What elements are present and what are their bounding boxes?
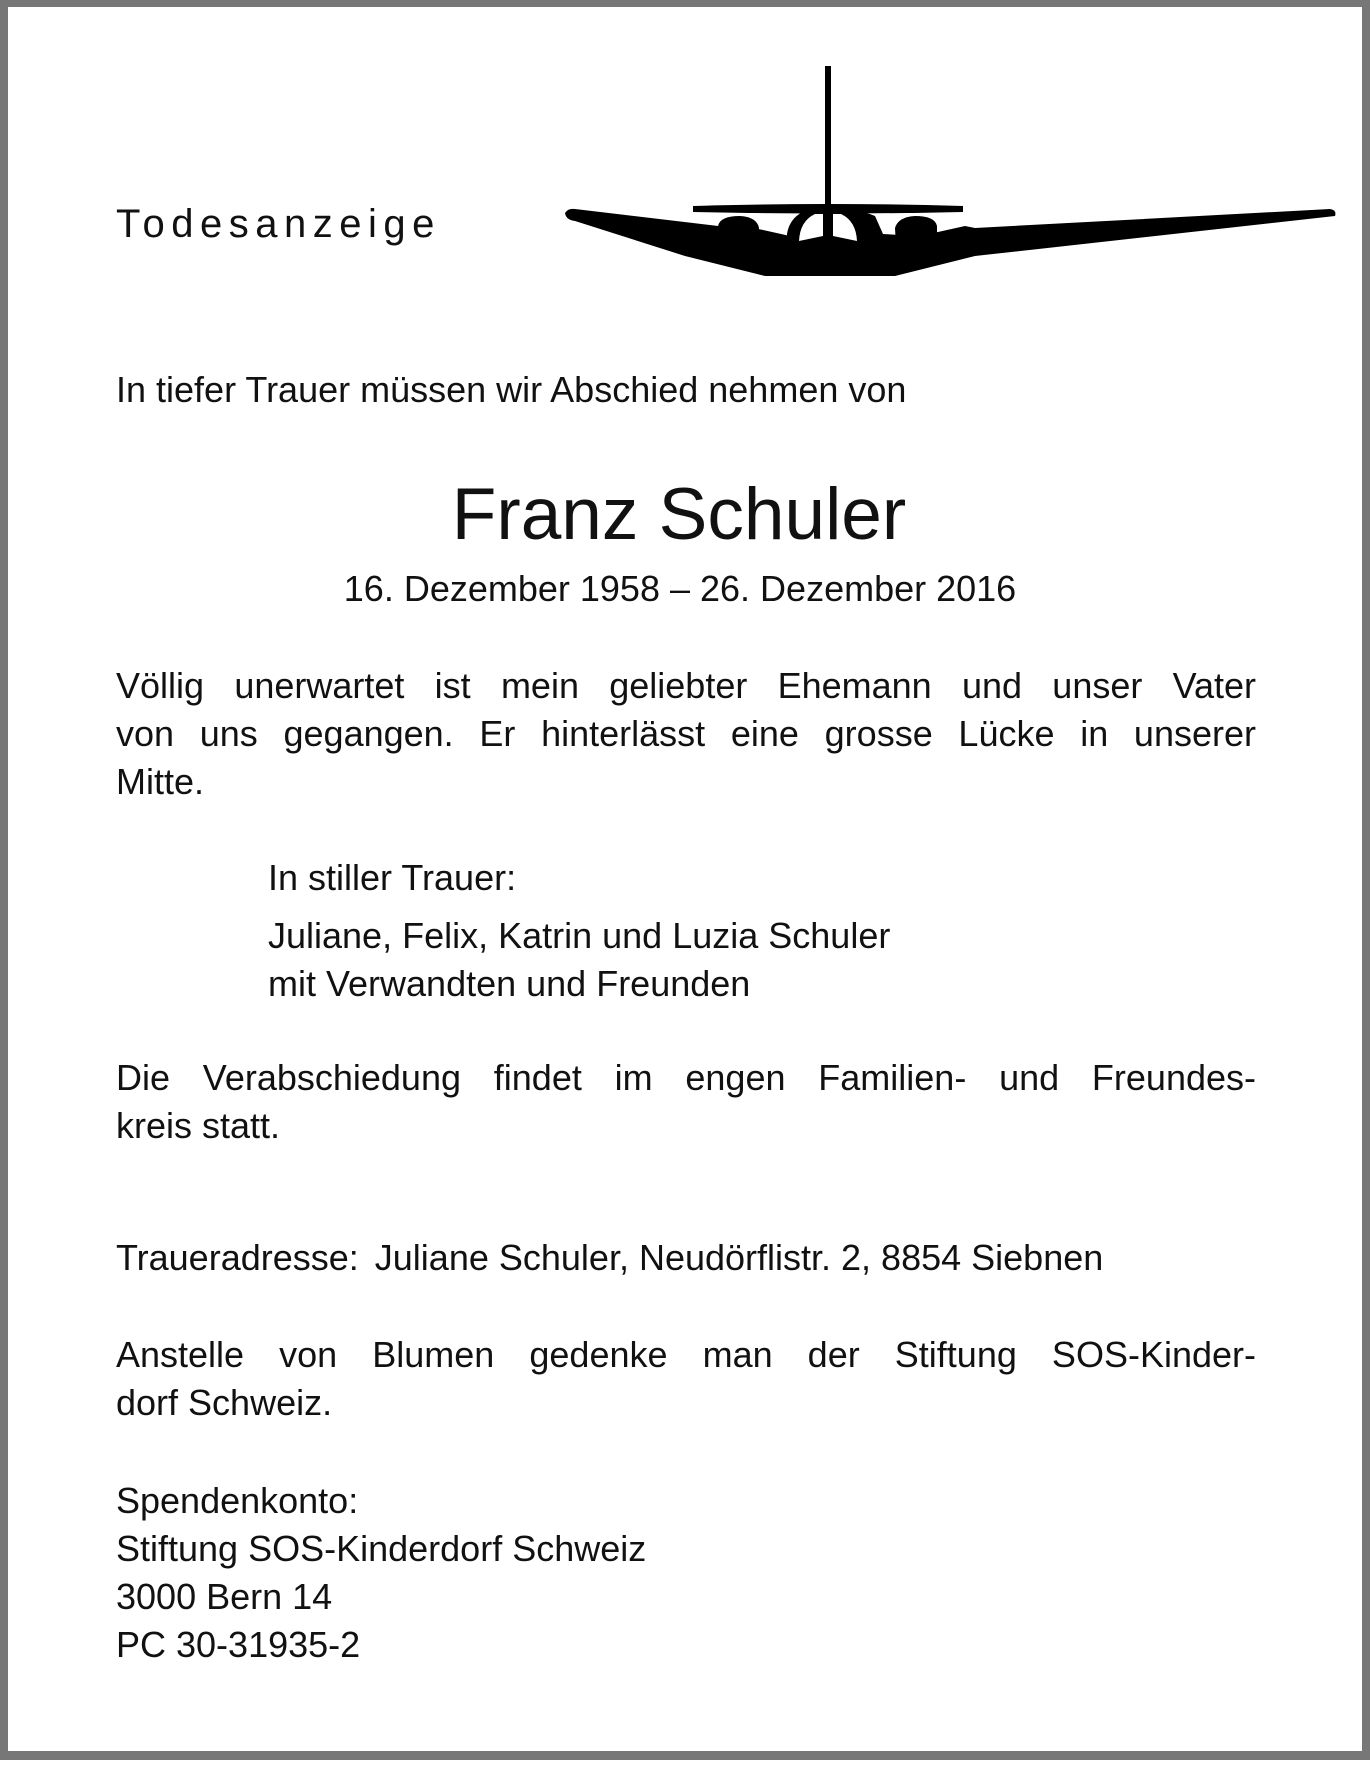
- address-label: Traueradresse:: [116, 1237, 359, 1278]
- intro-text: In tiefer Trauer müssen wir Abschied nehmen von: [116, 369, 907, 410]
- notice-title: Todesanzeige: [116, 202, 441, 246]
- donation-account: [116, 1477, 646, 1669]
- donation-note-line: dorf Schweiz.: [116, 1382, 333, 1423]
- farewell-line: Die Verabschiedung findet im engen Familien- und Freundes-: [116, 1057, 1256, 1098]
- donation-note-line: Anstelle von Blumen gedenke man der Stiftung SOS-Kinder-: [116, 1334, 1256, 1375]
- account-line: 3000 Bern 14: [116, 1576, 333, 1617]
- address-line: [116, 1234, 1103, 1282]
- airplane-icon: [565, 66, 1355, 282]
- mourners-line: mit Verwandten und Freunden: [268, 963, 751, 1004]
- farewell-paragraph: [116, 1054, 1256, 1150]
- life-dates: 16. Dezember 1958 – 26. Dezember 2016: [343, 568, 1017, 609]
- account-line: PC 30-31935-2: [116, 1624, 361, 1665]
- deceased-name: Franz Schuler: [451, 474, 907, 555]
- message-paragraph: [116, 662, 1256, 806]
- mourners-line: Juliane, Felix, Katrin und Luzia Schuler: [268, 915, 891, 956]
- farewell-line: kreis statt.: [116, 1105, 281, 1146]
- mourners-block: [268, 854, 890, 1008]
- donation-note: [116, 1331, 1256, 1427]
- address-value: Juliane Schuler, Neudörflistr. 2, 8854 Siebnen: [374, 1237, 1104, 1278]
- account-line: Spendenkonto:: [116, 1480, 359, 1521]
- message-line: Mitte.: [116, 761, 205, 802]
- message-line: von uns gegangen. Er hinterlässt eine grosse Lücke in unserer: [116, 713, 1256, 754]
- mourners-heading: In stiller Trauer:: [268, 857, 517, 898]
- message-line: Völlig unerwartet ist mein geliebter Ehemann und unser Vater: [116, 665, 1256, 706]
- account-line: Stiftung SOS-Kinderdorf Schweiz: [116, 1528, 647, 1569]
